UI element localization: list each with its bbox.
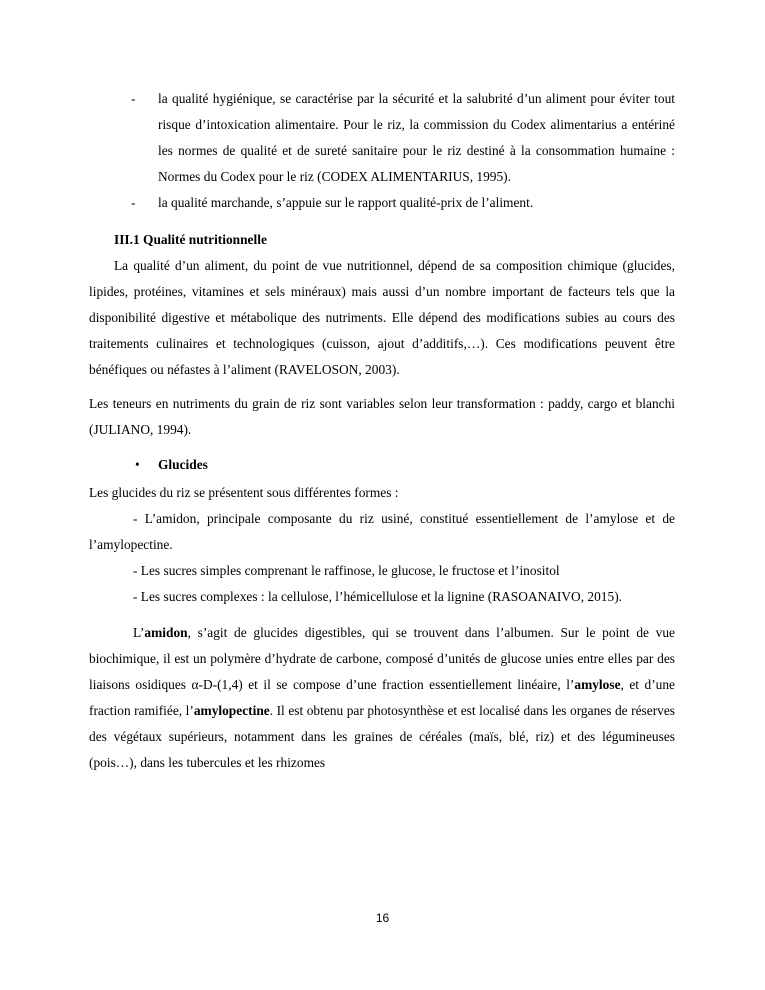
bullet-marker: -	[131, 195, 136, 210]
paragraph: Les glucides du riz se présentent sous différentes formes :	[89, 485, 399, 500]
bold-term: amylose	[574, 677, 621, 692]
bold-term: amylopectine	[193, 703, 270, 718]
text-run: . Il est obtenu par photosynthèse et est localisé dans les organes de réserves des végétaux supérieurs, notamment dans les graines de céréales (maïs, blé, riz) et des légumineuses (pois…), dans les tubercules et les rhizomes	[89, 703, 675, 770]
bold-term: amidon	[144, 625, 188, 640]
list-item: - Les sucres simples comprenant le raffinose, le glucose, le fructose et l’inositol	[133, 563, 560, 578]
paragraph	[89, 620, 675, 776]
section-heading: III.1 Qualité nutritionnelle	[114, 232, 267, 247]
page-content	[89, 86, 675, 776]
text-run: L’	[133, 625, 145, 640]
bullet-item	[89, 190, 675, 216]
paragraph: La qualité d’un aliment, du point de vue nutritionnel, dépend de sa composition chimique (glucides, lipides, protéines, vitamines et sels minéraux) mais aussi d’un nombre important de facteurs tels que la disponibilité digestive et métabolique des nutriments. Elle dépend des modifications subies au cours des traitements culinaires et technologiques (cuisson, ajout d’additifs,…). Ces modifications peuvent être bénéfiques ou néfastes à l’aliment (RAVELOSON, 2003).	[89, 258, 675, 377]
sub-heading	[89, 452, 675, 478]
text-run: , et d’une fraction ramifiée, l’	[89, 677, 675, 718]
bullet-text: la qualité hygiénique, se caractérise par la sécurité et la salubrité d’un aliment pour éviter tout risque d’intoxication alimentaire. Pour le riz, la commission du Codex alimentarius a entériné les normes de qualité et de sureté sanitaire pour le riz destiné à la consommation humaine : Normes du Codex pour le riz (CODEX ALIMENTARIUS, 1995).	[158, 91, 675, 184]
bullet-marker: -	[131, 91, 136, 106]
page-number: 16	[375, 911, 390, 925]
bullet-text: la qualité marchande, s’appuie sur le rapport qualité-prix de l’aliment.	[158, 195, 534, 210]
text-run: , s’agit de glucides digestibles, qui se trouvent dans l’albumen. Sur le point de vue biochimique, il est un polymère d’hydrate de carbone, composé d’unités de glucose unies entre elles par des liaisons osidiques α-D-(1,4) et il se compose d’une fraction essentiellement linéaire, l’	[89, 625, 675, 692]
bullet-item	[89, 86, 675, 190]
bullet-dot: •	[135, 457, 140, 472]
sub-heading-text: Glucides	[158, 457, 208, 472]
paragraph: Les teneurs en nutriments du grain de riz sont variables selon leur transformation : paddy, cargo et blanchi (JULIANO, 1994).	[89, 396, 675, 437]
list-item: - Les sucres complexes : la cellulose, l’hémicellulose et la lignine (RASOANAIVO, 2015).	[133, 589, 623, 604]
list-item: - L’amidon, principale composante du riz usiné, constitué essentiellement de l’amylose et de l’amylopectine.	[89, 511, 675, 552]
